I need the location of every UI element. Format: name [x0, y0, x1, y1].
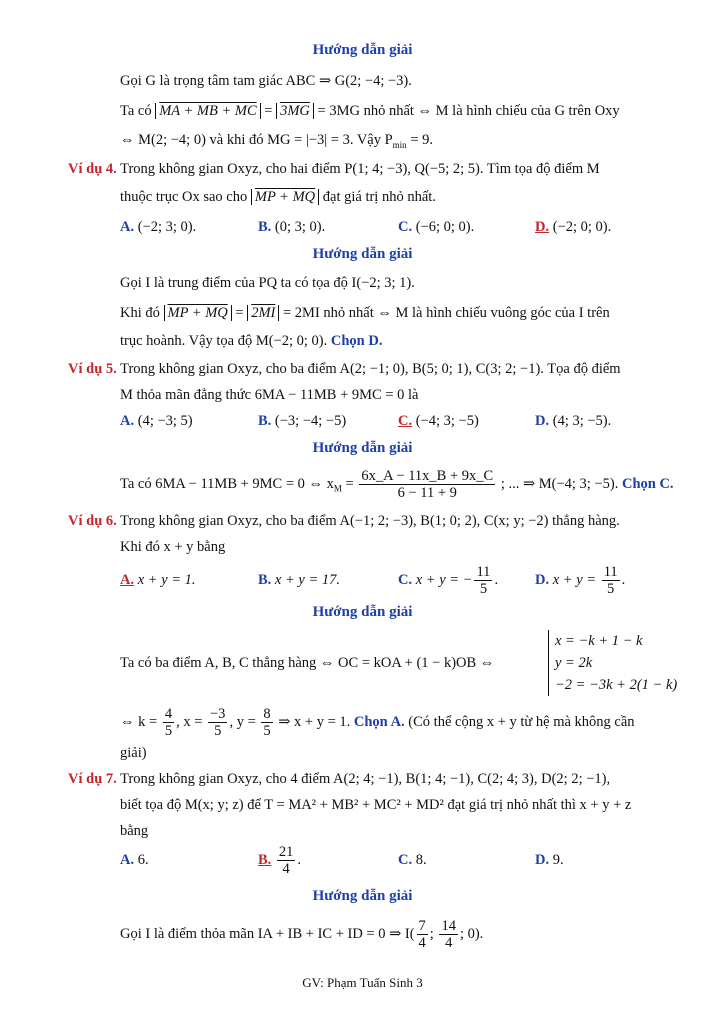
ex7-sol-line1: Gọi I là điểm thỏa mãn IA + IB + IC + ID = 0 ⇒ I( $\frac{7}{4}$ ; $\frac{14}{4}$ ; 0).	[120, 918, 484, 952]
heading-solution-1: Hướng dẫn giải	[312, 42, 413, 58]
ex6-sol-line1: Ta có ba điểm A, B, C thẳng hàng ⇔ OC = kOA + (1 − k)OB ⇔	[120, 655, 495, 671]
ex7-option-a: A. 6.	[120, 852, 149, 868]
ex5-options	[120, 408, 675, 434]
ex7-line3: bằng	[120, 823, 149, 839]
ex5-line2: M thỏa mãn đẳng thức 6MA − 11MB + 9MC = 0 là	[120, 387, 419, 403]
ex4-sol-line2: Khi đó MP + MQ = 2MI = 2MI nhỏ nhất ⇔ M là hình chiếu vuông góc của I trên	[120, 305, 610, 321]
ex6-equation-system: x = −k + 1 − k y = 2k −2 = −3k + 2(1 − k)	[548, 630, 677, 696]
ex6-option-c: C. x + y = − $\frac{11}{5}$ .	[398, 564, 499, 598]
ex6-sol-line3: giải)	[120, 745, 147, 761]
ex7-options	[120, 842, 675, 878]
ex4-option-a: A. (−2; 3; 0).	[120, 219, 197, 235]
heading-solution-ex5: Hướng dẫn giải	[312, 440, 413, 456]
ex7-line1: Ví dụ 7. Trong không gian Oxyz, cho 4 điểm A(2; 4; −1), B(1; 4; −1), C(2; 4; 3), D(2; 2; −1),	[68, 771, 611, 787]
s1-line2: Ta có MA + MB + MC = 3MG = 3MG nhỏ nhất ⇔ M là hình chiếu của G trên Oxy	[120, 103, 620, 119]
ex7-option-b: B. $\frac{21}{4}$ .	[258, 844, 302, 878]
ex4-sol-line3: trục hoành. Vậy tọa độ M(−2; 0; 0). Chọn D.	[120, 333, 383, 349]
ex4-option-b: B. (0; 3; 0).	[258, 219, 326, 235]
heading-solution-ex4: Hướng dẫn giải	[312, 246, 413, 262]
ex6-option-b: B. x + y = 17.	[258, 572, 340, 588]
ex6-option-d: D. x + y = $\frac{11}{5}$ .	[535, 564, 626, 598]
ex7-line2: biết tọa độ M(x; y; z) để T = MA² + MB² + MC² + MD² đạt giá trị nhỏ nhất thì x + y + z	[120, 797, 632, 813]
ex5-option-b: B. (−3; −4; −5)	[258, 413, 347, 429]
ex5-option-c: C. (−4; 3; −5)	[398, 413, 479, 429]
ex6-options	[120, 562, 675, 598]
heading-solution-ex7: Hướng dẫn giải	[312, 888, 413, 904]
ex4-sol-line1: Gọi I là trung điểm của PQ ta có tọa độ I(−2; 3; 1).	[120, 275, 415, 291]
s1-line1: Gọi G là trọng tâm tam giác ABC ⇒ G(2; −4; −3).	[120, 73, 412, 89]
ex5-sol-line1: Ta có 6MA − 11MB + 9MC = 0 ⇔ $x_M$ = $\frac{6x\_A - 11x\_B + 9x\_C}{6 - 11 + 9}$ ; ... ⇒ M(−4; 3; −5). Chọn C.	[120, 468, 674, 501]
heading-solution-ex6: Hướng dẫn giải	[312, 604, 413, 620]
ex4-line1: Ví dụ 4. Trong không gian Oxyz, cho hai điểm P(1; 4; −3), Q(−5; 2; 5). Tìm tọa độ điểm M	[68, 161, 600, 177]
ex6-option-a: A. x + y = 1.	[120, 572, 196, 588]
ex6-line2: Khi đó x + y bằng	[120, 539, 226, 555]
ex7-option-d: D. 9.	[535, 852, 564, 868]
ex4-line2: thuộc trục Ox sao cho MP + MQ đạt giá trị nhỏ nhất.	[120, 189, 436, 205]
ex5-option-d: D. (4; 3; −5).	[535, 413, 612, 429]
ex4-option-c: C. (−6; 0; 0).	[398, 219, 475, 235]
page-footer: GV: Phạm Tuấn Sinh 3	[302, 975, 423, 990]
ex5-line1: Ví dụ 5. Trong không gian Oxyz, cho ba điểm A(2; −1; 0), B(5; 0; 1), C(3; 2; −1). Tọa độ điểm	[68, 361, 621, 377]
ex4-option-d: D. (−2; 0; 0).	[535, 219, 612, 235]
ex6-line1: Ví dụ 6. Trong không gian Oxyz, cho ba điểm A(−1; 2; −3), B(1; 0; 2), C(x; y; −2) thẳng hàng.	[68, 513, 620, 529]
ex5-option-a: A. (4; −3; 5)	[120, 413, 193, 429]
s1-line3: ⇔ M(2; −4; 0) và khi đó MG = |−3| = 3. Vậy $P_{min} = 9$.	[120, 132, 433, 150]
ex7-option-c: C. 8.	[398, 852, 427, 868]
ex4-options	[120, 214, 675, 240]
ex6-sol-line2: ⇔ k = $\frac{4}{5}$ , x = $\frac{-3}{5}$ , y = $\frac{8}{5}$ ⇒ x + y = 1. Chọn A. (Có thể cộng x + y từ hệ mà không cần	[120, 706, 635, 739]
